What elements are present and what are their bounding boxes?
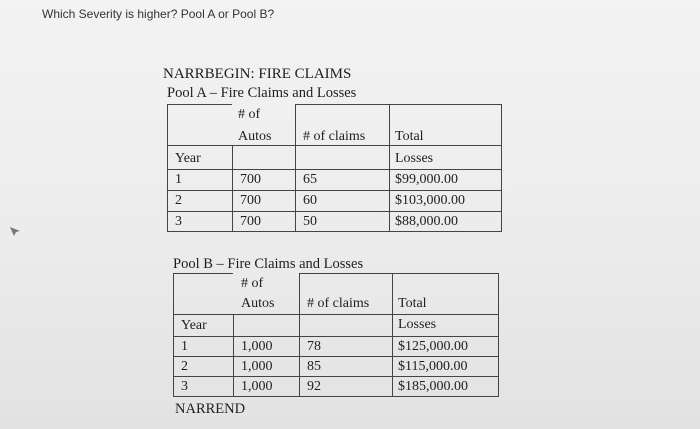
pool-a-row3-year: 3 [175,214,182,229]
pool-b-row3-autos: 1,000 [241,379,273,394]
pool-a-table [167,104,502,232]
pool-a-row3-total: $88,000.00 [395,214,458,229]
pool-b-header-total-line1: Total [398,296,427,311]
pool-b-row2-year: 2 [181,359,188,374]
pool-b-header-autos-line2: Autos [241,296,275,311]
question-text: Which Severity is higher? Pool A or Pool B? [42,7,275,21]
pool-a-row1-autos: 700 [240,172,261,187]
pool-b-row1-claims: 78 [307,339,321,354]
pool-a-row1-year: 1 [175,172,182,187]
pool-b-row1-autos: 1,000 [241,339,273,354]
pool-b-row2-claims: 85 [307,359,321,374]
pool-a-caption: Pool A – Fire Claims and Losses [167,85,357,101]
pool-a-row1-total: $99,000.00 [395,172,458,187]
pool-b-header-year: Year [181,318,207,333]
pool-a-header-total-line1: Total [395,129,424,144]
pool-a-row2-claims: 60 [303,193,317,208]
pool-a-row2-autos: 700 [240,193,261,208]
pool-b-row3-total: $185,000.00 [398,379,468,394]
pool-b-row3-claims: 92 [307,379,321,394]
pool-b-header-claims: # of claims [307,296,370,311]
pool-a-header-claims: # of claims [303,129,366,144]
pool-b-header-total-line2: Losses [398,317,437,332]
pool-b-caption: Pool B – Fire Claims and Losses [173,256,364,272]
pool-a-row3-claims: 50 [303,214,317,229]
pool-b-row2-autos: 1,000 [241,359,273,374]
mouse-pointer-icon [8,224,22,238]
pool-a-row2-total: $103,000.00 [395,193,465,208]
pool-a-header-autos-line2: Autos [238,129,272,144]
pool-b-row1-total: $125,000.00 [398,339,468,354]
pool-a-header-autos-line1: # of [238,107,261,122]
pool-b-table [173,273,499,397]
pool-b-row2-total: $115,000.00 [398,359,468,374]
pool-b-row3-year: 3 [181,379,188,394]
pool-b-header-autos-line1: # of [241,276,264,291]
pool-b-row1-year: 1 [181,339,188,354]
pool-a-row2-year: 2 [175,193,182,208]
pool-a-row3-autos: 700 [240,214,261,229]
narrative-begin-title: NARRBEGIN: FIRE CLAIMS [163,66,352,82]
pool-a-row1-claims: 65 [303,172,317,187]
pool-a-header-year: Year [175,151,201,166]
narrative-end-marker: NARREND [175,401,246,417]
pool-a-header-total-line2: Losses [395,151,434,166]
